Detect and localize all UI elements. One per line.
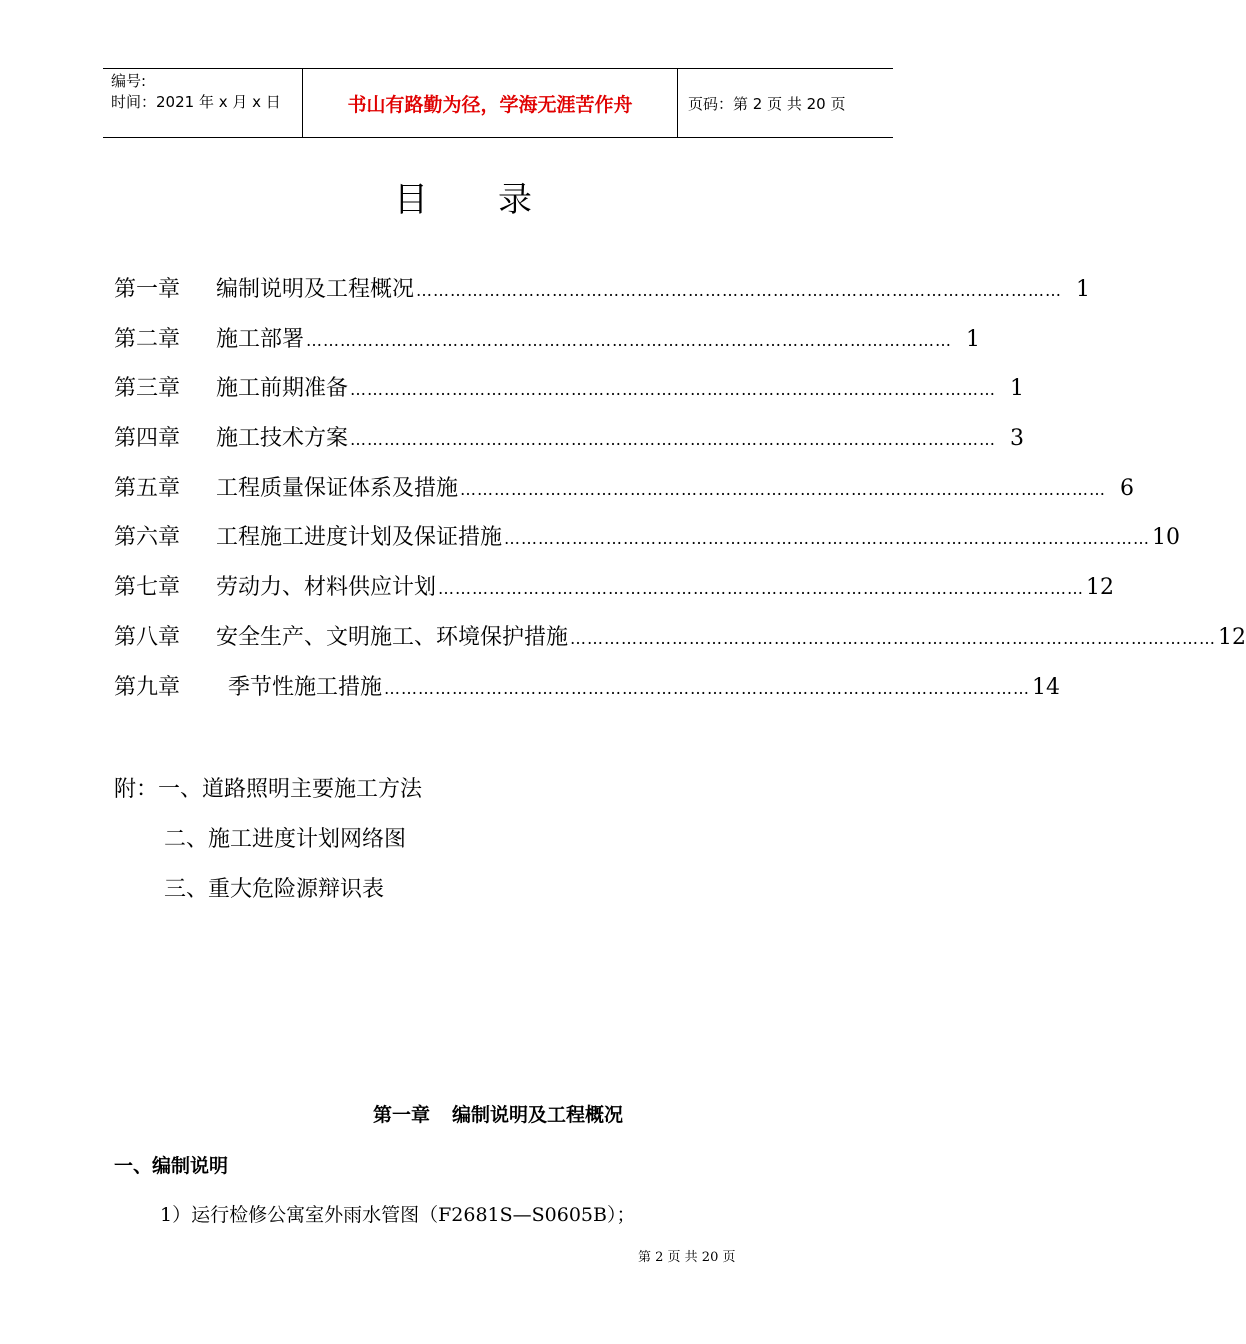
toc-chapter-title: 施工部署: [216, 326, 305, 352]
toc-entry[interactable]: [114, 520, 1181, 570]
toc-leader-dots: ……………………………………………………………………………………………………: [350, 380, 997, 400]
toc-page-number: 10: [1152, 525, 1181, 551]
document-date: 时间：2021 年 x 月 x 日: [111, 93, 281, 111]
chapter-heading-title: 编制说明及工程概况: [452, 1104, 624, 1126]
page-header: [103, 68, 893, 138]
toc-leader-dots: ……………………………………………………………………………………………………: [438, 579, 1085, 599]
header-info: [103, 69, 303, 137]
toc-entry[interactable]: [114, 322, 981, 372]
appendix-item: [114, 872, 422, 922]
header-slogan: 书山有路勤为径，学海无涯苦作舟: [303, 69, 678, 137]
toc-page-number: 12: [1218, 624, 1246, 650]
toc-entry[interactable]: [114, 670, 1061, 720]
toc-chapter-number: 第五章: [114, 475, 181, 501]
toc-page-number: 14: [1032, 674, 1061, 700]
toc-leader-dots: ……………………………………………………………………………………………………: [416, 281, 1063, 300]
toc-chapter-title: 工程质量保证体系及措施: [216, 475, 459, 501]
appendix-item-text: 一、道路照明主要施工方法: [158, 777, 423, 802]
toc-entry[interactable]: [114, 620, 1246, 670]
toc-leader-dots: ……………………………………………………………………………………………………: [306, 330, 953, 350]
toc-page-number: 1: [1010, 376, 1025, 402]
toc-page-number: 3: [1010, 426, 1025, 452]
toc-entry[interactable]: [114, 570, 1115, 620]
appendix-label: 附：: [114, 777, 159, 802]
table-of-contents: [114, 272, 1246, 719]
toc-entry[interactable]: [114, 471, 1135, 521]
toc-chapter-number: 第九章: [114, 674, 181, 700]
toc-chapter-title: 季节性施工措施: [228, 674, 383, 700]
chapter-heading-number: 第一章: [372, 1104, 430, 1126]
toc-page-number: 1: [1076, 277, 1091, 302]
appendix-item-text: 二、施工进度计划网络图: [164, 827, 407, 852]
header-page-number: 页码：第 2 页 共 20 页: [688, 94, 846, 113]
toc-entry[interactable]: [114, 421, 1025, 471]
document-number-label: 编号:: [111, 72, 147, 90]
toc-entry[interactable]: [114, 371, 1025, 421]
toc-leader-dots: ……………………………………………………………………………………………………: [570, 628, 1217, 648]
toc-leader-dots: ……………………………………………………………………………………………………: [504, 529, 1151, 549]
toc-chapter-number: 第六章: [114, 525, 181, 551]
toc-chapter-title: 编制说明及工程概况: [216, 277, 415, 302]
toc-leader-dots: ……………………………………………………………………………………………………: [350, 430, 997, 450]
section-heading: 一、编制说明: [114, 1155, 229, 1177]
appendix-list: [114, 772, 422, 922]
toc-chapter-title: 工程施工进度计划及保证措施: [216, 525, 503, 551]
appendix-item-text: 三、重大危险源辩识表: [164, 877, 385, 902]
toc-chapter-title: 劳动力、材料供应计划: [216, 575, 437, 601]
toc-chapter-number: 第七章: [114, 575, 181, 601]
toc-chapter-number: 第二章: [114, 326, 181, 352]
list-item: 1）运行检修公寓室外雨水管图（F2681S—S0605B）；: [160, 1204, 636, 1226]
chapter-heading: [0, 1100, 996, 1127]
toc-chapter-title: 施工前期准备: [216, 376, 349, 402]
toc-leader-dots: ……………………………………………………………………………………………………: [384, 678, 1031, 698]
page-footer: 第 2 页 共 20 页: [638, 1250, 736, 1265]
toc-chapter-number: 第一章: [114, 277, 181, 302]
toc-chapter-title: 安全生产、文明施工、环境保护措施: [216, 624, 569, 650]
toc-page-number: 1: [966, 326, 981, 352]
toc-chapter-number: 第三章: [114, 376, 181, 402]
appendix-item: [114, 772, 422, 822]
toc-page-number: 12: [1086, 575, 1115, 601]
appendix-item: [114, 822, 422, 872]
toc-chapter-number: 第八章: [114, 624, 181, 650]
page-title: 目录: [394, 180, 602, 220]
toc-page-number: 6: [1120, 475, 1135, 501]
toc-chapter-number: 第四章: [114, 426, 181, 452]
toc-entry[interactable]: [114, 272, 1091, 322]
toc-chapter-title: 施工技术方案: [216, 426, 349, 452]
toc-leader-dots: ……………………………………………………………………………………………………: [460, 479, 1107, 499]
